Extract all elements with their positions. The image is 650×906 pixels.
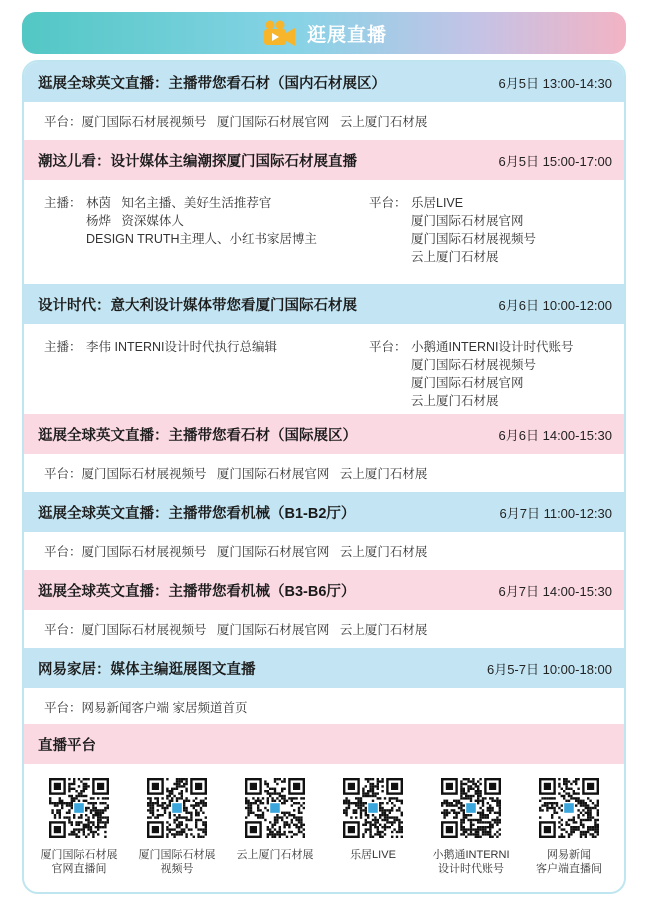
platform-values: 网易新闻客户端 家居频道首页	[81, 701, 248, 715]
platform-row	[369, 194, 612, 266]
host-values	[86, 338, 277, 356]
session-item	[24, 414, 624, 492]
qr-caption-line: 小鹅通INTERNI	[432, 849, 510, 861]
qr-code-icon	[49, 778, 109, 838]
session-header	[24, 140, 624, 180]
platform-label: 平台：	[44, 467, 82, 481]
session-title: 逛展全球英文直播：主播带您看机械（B1-B2厅）	[38, 505, 356, 522]
platform-line: 小鹅通INTERNI设计时代账号	[411, 340, 574, 354]
session-title: 逛展全球英文直播：主播带您看石材（国际展区）	[38, 427, 357, 444]
session-time: 6月5日 13:00-14:30	[498, 75, 612, 91]
qr-caption	[237, 848, 314, 862]
session-header	[24, 62, 624, 102]
platform-section-title: 直播平台	[24, 724, 624, 764]
qr-code-item[interactable]	[227, 778, 323, 888]
host-row	[44, 338, 369, 356]
qr-caption-line: 视频号	[160, 863, 194, 875]
session-title: 逛展全球英文直播：主播带您看机械（B3-B6厅）	[38, 583, 356, 600]
session-details	[24, 324, 624, 414]
session-item	[24, 62, 624, 140]
qr-caption-line: 厦门国际石材展	[138, 849, 216, 861]
platform-column	[369, 194, 612, 284]
platform-line: 云上厦门石材展	[411, 250, 499, 264]
platform-line: 厦门国际石材展视频号	[411, 358, 537, 372]
session-item	[24, 570, 624, 648]
video-camera-icon	[261, 19, 297, 47]
host-label: 主播：	[44, 340, 82, 354]
session-item	[24, 492, 624, 570]
qr-code-item[interactable]	[31, 778, 127, 888]
session-details	[24, 180, 624, 284]
qr-code-icon	[245, 778, 305, 838]
platform-line: 乐居LIVE	[411, 196, 464, 210]
host-line: 林茵 知名主播、美好生活推荐官	[86, 196, 272, 210]
session-header	[24, 414, 624, 454]
qr-caption-line: 网易新闻	[547, 849, 591, 861]
host-line: 杨烨 资深媒体人	[86, 214, 184, 228]
qr-caption-line: 设计时代账号	[438, 863, 504, 875]
qr-code-item[interactable]	[325, 778, 421, 888]
session-title: 逛展全球英文直播：主播带您看石材（国内石材展区）	[38, 75, 386, 92]
platform-line: 厦门国际石材展视频号	[411, 232, 537, 246]
qr-caption-line: 客户端直播间	[536, 863, 602, 875]
platform-values: 厦门国际石材展视频号 厦门国际石材展官网 云上厦门石材展	[81, 115, 428, 129]
qr-caption	[350, 848, 396, 862]
qr-caption-line: 乐居LIVE	[350, 849, 396, 861]
session-time: 6月6日 10:00-12:00	[498, 297, 612, 313]
page-title: 逛展直播	[306, 24, 387, 46]
session-platforms	[24, 688, 624, 726]
host-column	[44, 338, 369, 414]
platform-line: 云上厦门石材展	[411, 394, 499, 408]
platform-label: 平台：	[369, 196, 407, 210]
platform-values: 厦门国际石材展视频号 厦门国际石材展官网 云上厦门石材展	[81, 467, 428, 481]
qr-code-icon	[539, 778, 599, 838]
session-item	[24, 140, 624, 284]
qr-caption-line: 官网直播间	[51, 863, 107, 875]
host-label: 主播：	[44, 196, 82, 210]
platform-values	[411, 338, 574, 410]
qr-code-icon	[441, 778, 501, 838]
host-values	[86, 194, 317, 248]
page-header	[22, 12, 626, 54]
session-time: 6月5日 15:00-17:00	[498, 153, 612, 169]
qr-code-item[interactable]	[423, 778, 519, 888]
qr-code-icon	[147, 778, 207, 838]
session-title: 网易家居：媒体主编逛展图文直播	[38, 661, 256, 678]
session-platforms	[24, 454, 624, 492]
host-line: 李伟 INTERNI设计时代执行总编辑	[86, 340, 277, 354]
qr-caption	[139, 848, 216, 876]
session-header	[24, 284, 624, 324]
qr-caption-line: 厦门国际石材展	[40, 849, 118, 861]
platform-label: 平台：	[44, 115, 82, 129]
qr-caption	[433, 848, 510, 876]
platform-values: 厦门国际石材展视频号 厦门国际石材展官网 云上厦门石材展	[81, 545, 428, 559]
platform-column	[369, 338, 612, 414]
host-column	[44, 194, 369, 284]
schedule-card	[22, 60, 626, 894]
session-time: 6月5-7日 10:00-18:00	[486, 661, 612, 677]
session-item	[24, 648, 624, 726]
platform-label: 平台：	[369, 340, 407, 354]
qr-caption	[536, 848, 602, 876]
session-platforms	[24, 102, 624, 140]
platform-line: 厦门国际石材展官网	[411, 376, 524, 390]
platform-label: 平台：	[44, 545, 82, 559]
platform-values: 厦门国际石材展视频号 厦门国际石材展官网 云上厦门石材展	[81, 623, 428, 637]
host-line: DESIGN TRUTH主理人、小红书家居博主	[86, 232, 318, 246]
session-item	[24, 284, 624, 414]
session-platforms	[24, 610, 624, 648]
session-header	[24, 648, 624, 688]
platform-line: 厦门国际石材展官网	[411, 214, 524, 228]
platform-label: 平台：	[44, 701, 82, 715]
qr-code-item[interactable]	[129, 778, 225, 888]
platform-label: 平台：	[44, 623, 82, 637]
session-platforms	[24, 532, 624, 570]
session-time: 6月7日 11:00-12:30	[499, 505, 612, 521]
platform-values	[411, 194, 536, 266]
session-title: 设计时代：意大利设计媒体带您看厦门国际石材展	[38, 297, 357, 314]
platform-row	[369, 338, 612, 410]
qr-code-item[interactable]	[521, 778, 617, 888]
qr-code-row	[24, 778, 624, 888]
session-time: 6月7日 14:00-15:30	[498, 583, 612, 599]
session-header	[24, 570, 624, 610]
host-row	[44, 194, 369, 248]
qr-caption-line: 云上厦门石材展	[236, 849, 314, 861]
qr-code-icon	[343, 778, 403, 838]
session-header	[24, 492, 624, 532]
session-list	[24, 62, 624, 726]
session-time: 6月6日 14:00-15:30	[498, 427, 612, 443]
session-title: 潮这儿看：设计媒体主编潮探厦门国际石材展直播	[38, 153, 357, 170]
qr-caption	[41, 848, 118, 876]
